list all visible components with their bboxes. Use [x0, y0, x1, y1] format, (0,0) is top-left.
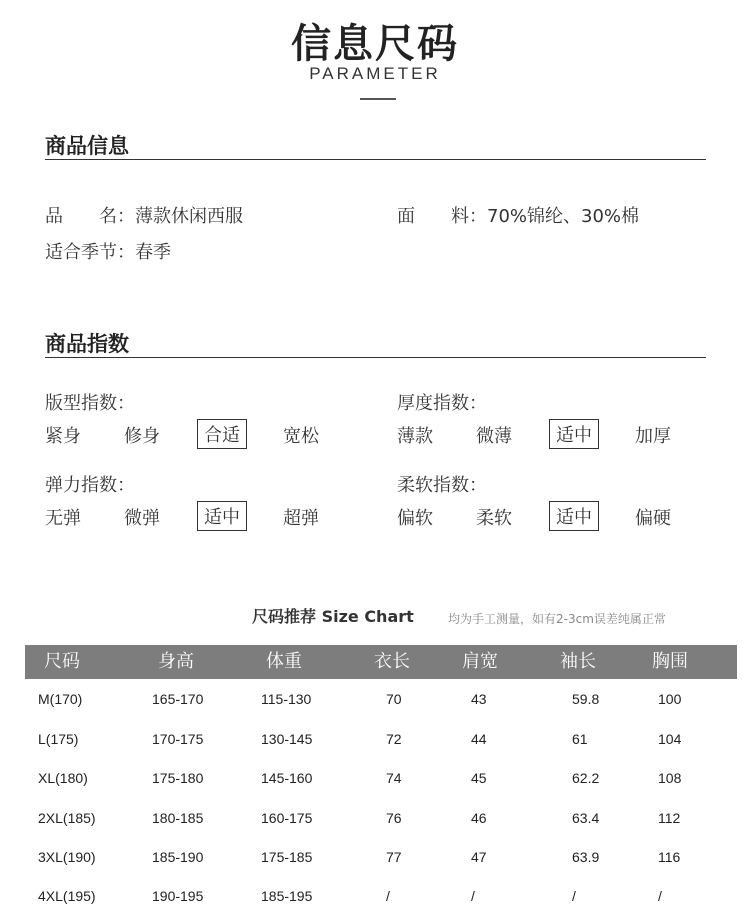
column-header-shoulder: 肩宽 — [462, 651, 498, 672]
product-name-value: 薄款休闲西服 — [135, 206, 243, 227]
table-cell: 185-195 — [261, 888, 313, 904]
table-cell: 59.8 — [572, 691, 600, 707]
column-header-weight: 体重 — [266, 651, 302, 672]
product-name-row — [45, 202, 243, 228]
section-title-product-info: 商品信息 — [45, 134, 129, 158]
season-label: 适合季节： — [45, 242, 135, 263]
table-cell: M(170) — [38, 691, 83, 707]
table-cell: 145-160 — [261, 770, 313, 786]
index-label-elasticity: 弹力指数： — [45, 475, 135, 496]
table-cell: 47 — [471, 849, 487, 865]
index-option-selected: 适中 — [549, 419, 599, 449]
table-cell: 77 — [386, 849, 402, 865]
page-subtitle: PARAMETER — [309, 64, 441, 83]
section-divider — [45, 159, 706, 160]
index-option: 宽松 — [283, 426, 319, 447]
table-cell: 175-185 — [261, 849, 313, 865]
size-chart-note: 均为手工测量，如有2-3cm误差纯属正常 — [448, 612, 666, 626]
season-value: 春季 — [135, 242, 171, 263]
table-cell: 44 — [471, 731, 487, 747]
index-option-selected: 适中 — [549, 501, 599, 531]
table-cell: / — [471, 888, 475, 904]
index-option: 微薄 — [476, 426, 512, 447]
index-option: 微弹 — [124, 508, 160, 529]
table-cell: 160-175 — [261, 810, 313, 826]
table-cell: 46 — [471, 810, 487, 826]
table-cell: / — [386, 888, 390, 904]
table-cell: 112 — [658, 810, 681, 826]
table-cell: 2XL(185) — [38, 810, 96, 826]
table-cell: / — [572, 888, 576, 904]
section-title-product-index: 商品指数 — [45, 332, 129, 356]
table-cell: 108 — [658, 770, 682, 786]
column-header-chest: 胸围 — [652, 651, 688, 672]
column-header-height: 身高 — [158, 651, 194, 672]
title-divider — [360, 98, 396, 100]
index-option: 偏软 — [397, 508, 433, 529]
index-option-selected: 合适 — [197, 419, 247, 449]
column-header-size: 尺码 — [44, 651, 80, 672]
table-cell: 45 — [471, 770, 487, 786]
table-cell: 61 — [572, 731, 588, 747]
index-label-softness: 柔软指数： — [397, 475, 487, 496]
table-cell: 100 — [658, 691, 682, 707]
table-cell: L(175) — [38, 731, 79, 747]
table-cell: 170-175 — [152, 731, 204, 747]
size-chart-title: 尺码推荐 Size Chart — [252, 607, 414, 626]
table-cell: 190-195 — [152, 888, 204, 904]
table-cell: 104 — [658, 731, 682, 747]
table-cell: 3XL(190) — [38, 849, 96, 865]
table-cell: 62.2 — [572, 770, 600, 786]
table-cell: 116 — [658, 849, 681, 865]
table-cell: 180-185 — [152, 810, 204, 826]
page-title: 信息尺码 — [291, 21, 459, 67]
column-header-length: 衣长 — [374, 651, 410, 672]
index-option: 加厚 — [635, 426, 671, 447]
index-option: 柔软 — [476, 508, 512, 529]
index-label-thickness: 厚度指数： — [397, 393, 487, 414]
index-option: 偏硬 — [635, 508, 671, 529]
index-option: 无弹 — [45, 508, 81, 529]
table-cell: 70 — [386, 691, 402, 707]
table-cell: 115-130 — [261, 691, 312, 707]
index-option-selected: 适中 — [197, 501, 247, 531]
fabric-row — [397, 202, 639, 228]
index-option: 紧身 — [45, 426, 81, 447]
table-cell: 43 — [471, 691, 487, 707]
index-option: 超弹 — [283, 508, 319, 529]
season-row — [45, 238, 171, 264]
table-cell: 63.4 — [572, 810, 600, 826]
index-label-fit: 版型指数： — [45, 393, 135, 414]
table-cell: 4XL(195) — [38, 888, 96, 904]
table-cell: 74 — [386, 770, 402, 786]
section-divider — [45, 357, 706, 358]
index-option: 修身 — [124, 426, 160, 447]
table-cell: 165-170 — [152, 691, 204, 707]
index-option: 薄款 — [397, 426, 433, 447]
table-cell: 72 — [386, 731, 402, 747]
table-cell: 63.9 — [572, 849, 600, 865]
table-cell: 130-145 — [261, 731, 313, 747]
table-cell: 76 — [386, 810, 402, 826]
table-cell: 175-180 — [152, 770, 204, 786]
product-name-label: 品 名： — [45, 206, 135, 227]
table-cell: 185-190 — [152, 849, 204, 865]
fabric-value: 70%锦纶、30%棉 — [487, 206, 640, 227]
table-cell: XL(180) — [38, 770, 88, 786]
fabric-label: 面 料： — [397, 206, 487, 227]
table-cell: / — [658, 888, 662, 904]
column-header-sleeve: 袖长 — [560, 651, 596, 672]
